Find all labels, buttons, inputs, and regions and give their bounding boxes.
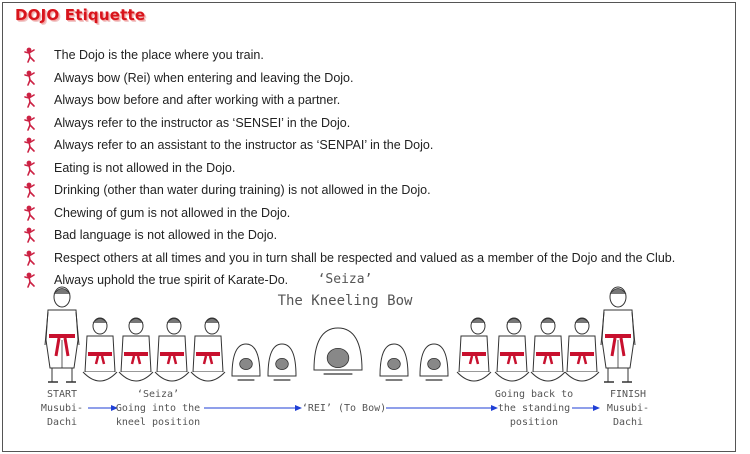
label-rei: ‘REI’ (To Bow) xyxy=(301,403,387,414)
label-going-back: Going back to the standing position xyxy=(494,389,574,428)
rule-item xyxy=(22,112,675,135)
rule-item xyxy=(22,179,675,202)
rule-item xyxy=(22,67,675,90)
karate-kick-bullet-icon xyxy=(22,70,54,86)
rule-item xyxy=(22,44,675,67)
rule-text: Always refer to an assistant to the instructor as ‘SENPAI’ in the Dojo. xyxy=(54,138,434,153)
karate-kick-bullet-icon xyxy=(22,182,54,198)
rule-text: Always bow before and after working with a partner. xyxy=(54,93,341,108)
rule-text: Eating is not allowed in the Dojo. xyxy=(54,160,236,175)
diagram-title-line1: ‘Seiza’ xyxy=(317,272,373,287)
rule-item xyxy=(22,269,675,292)
label-seiza: ‘Seiza’ Going into the kneel position xyxy=(115,389,201,428)
karate-kick-bullet-icon xyxy=(22,227,54,243)
karate-kick-bullet-icon xyxy=(22,250,54,266)
rule-item xyxy=(22,89,675,112)
page-title: DOJO Etiquette xyxy=(15,6,146,24)
rule-item xyxy=(22,224,675,247)
karate-kick-bullet-icon xyxy=(22,205,54,221)
rule-text: Chewing of gum is not allowed in the Dojo. xyxy=(54,205,291,220)
karate-kick-bullet-icon xyxy=(22,47,54,63)
etiquette-list xyxy=(22,44,675,292)
rule-text: Always uphold the true spirit of Karate-Do. xyxy=(54,273,289,288)
karate-kick-bullet-icon xyxy=(22,272,54,288)
label-finish: FINISH Musubi-Dachi xyxy=(606,389,650,428)
rule-item xyxy=(22,134,675,157)
rule-text: Respect others at all times and you in turn shall be respected and valued as a member of the Dojo and the Club. xyxy=(54,250,676,265)
rule-item xyxy=(22,202,675,225)
rule-text: Drinking (other than water during training) is not allowed in the Dojo. xyxy=(54,183,431,198)
label-start: START Musubi-Dachi xyxy=(40,389,84,428)
karate-kick-bullet-icon xyxy=(22,92,54,108)
rule-text: The Dojo is the place where you train. xyxy=(54,48,264,63)
rule-text: Bad language is not allowed in the Dojo. xyxy=(54,228,278,243)
karate-kick-bullet-icon xyxy=(22,160,54,176)
rule-text: Always refer to the instructor as ‘SENSEI’ in the Dojo. xyxy=(54,115,351,130)
rule-item xyxy=(22,247,675,270)
diagram-title-line2: The Kneeling Bow xyxy=(277,293,413,309)
karate-kick-bullet-icon xyxy=(22,137,54,153)
rule-item xyxy=(22,157,675,180)
rule-text: Always bow (Rei) when entering and leaving the Dojo. xyxy=(54,70,354,85)
karate-kick-bullet-icon xyxy=(22,115,54,131)
